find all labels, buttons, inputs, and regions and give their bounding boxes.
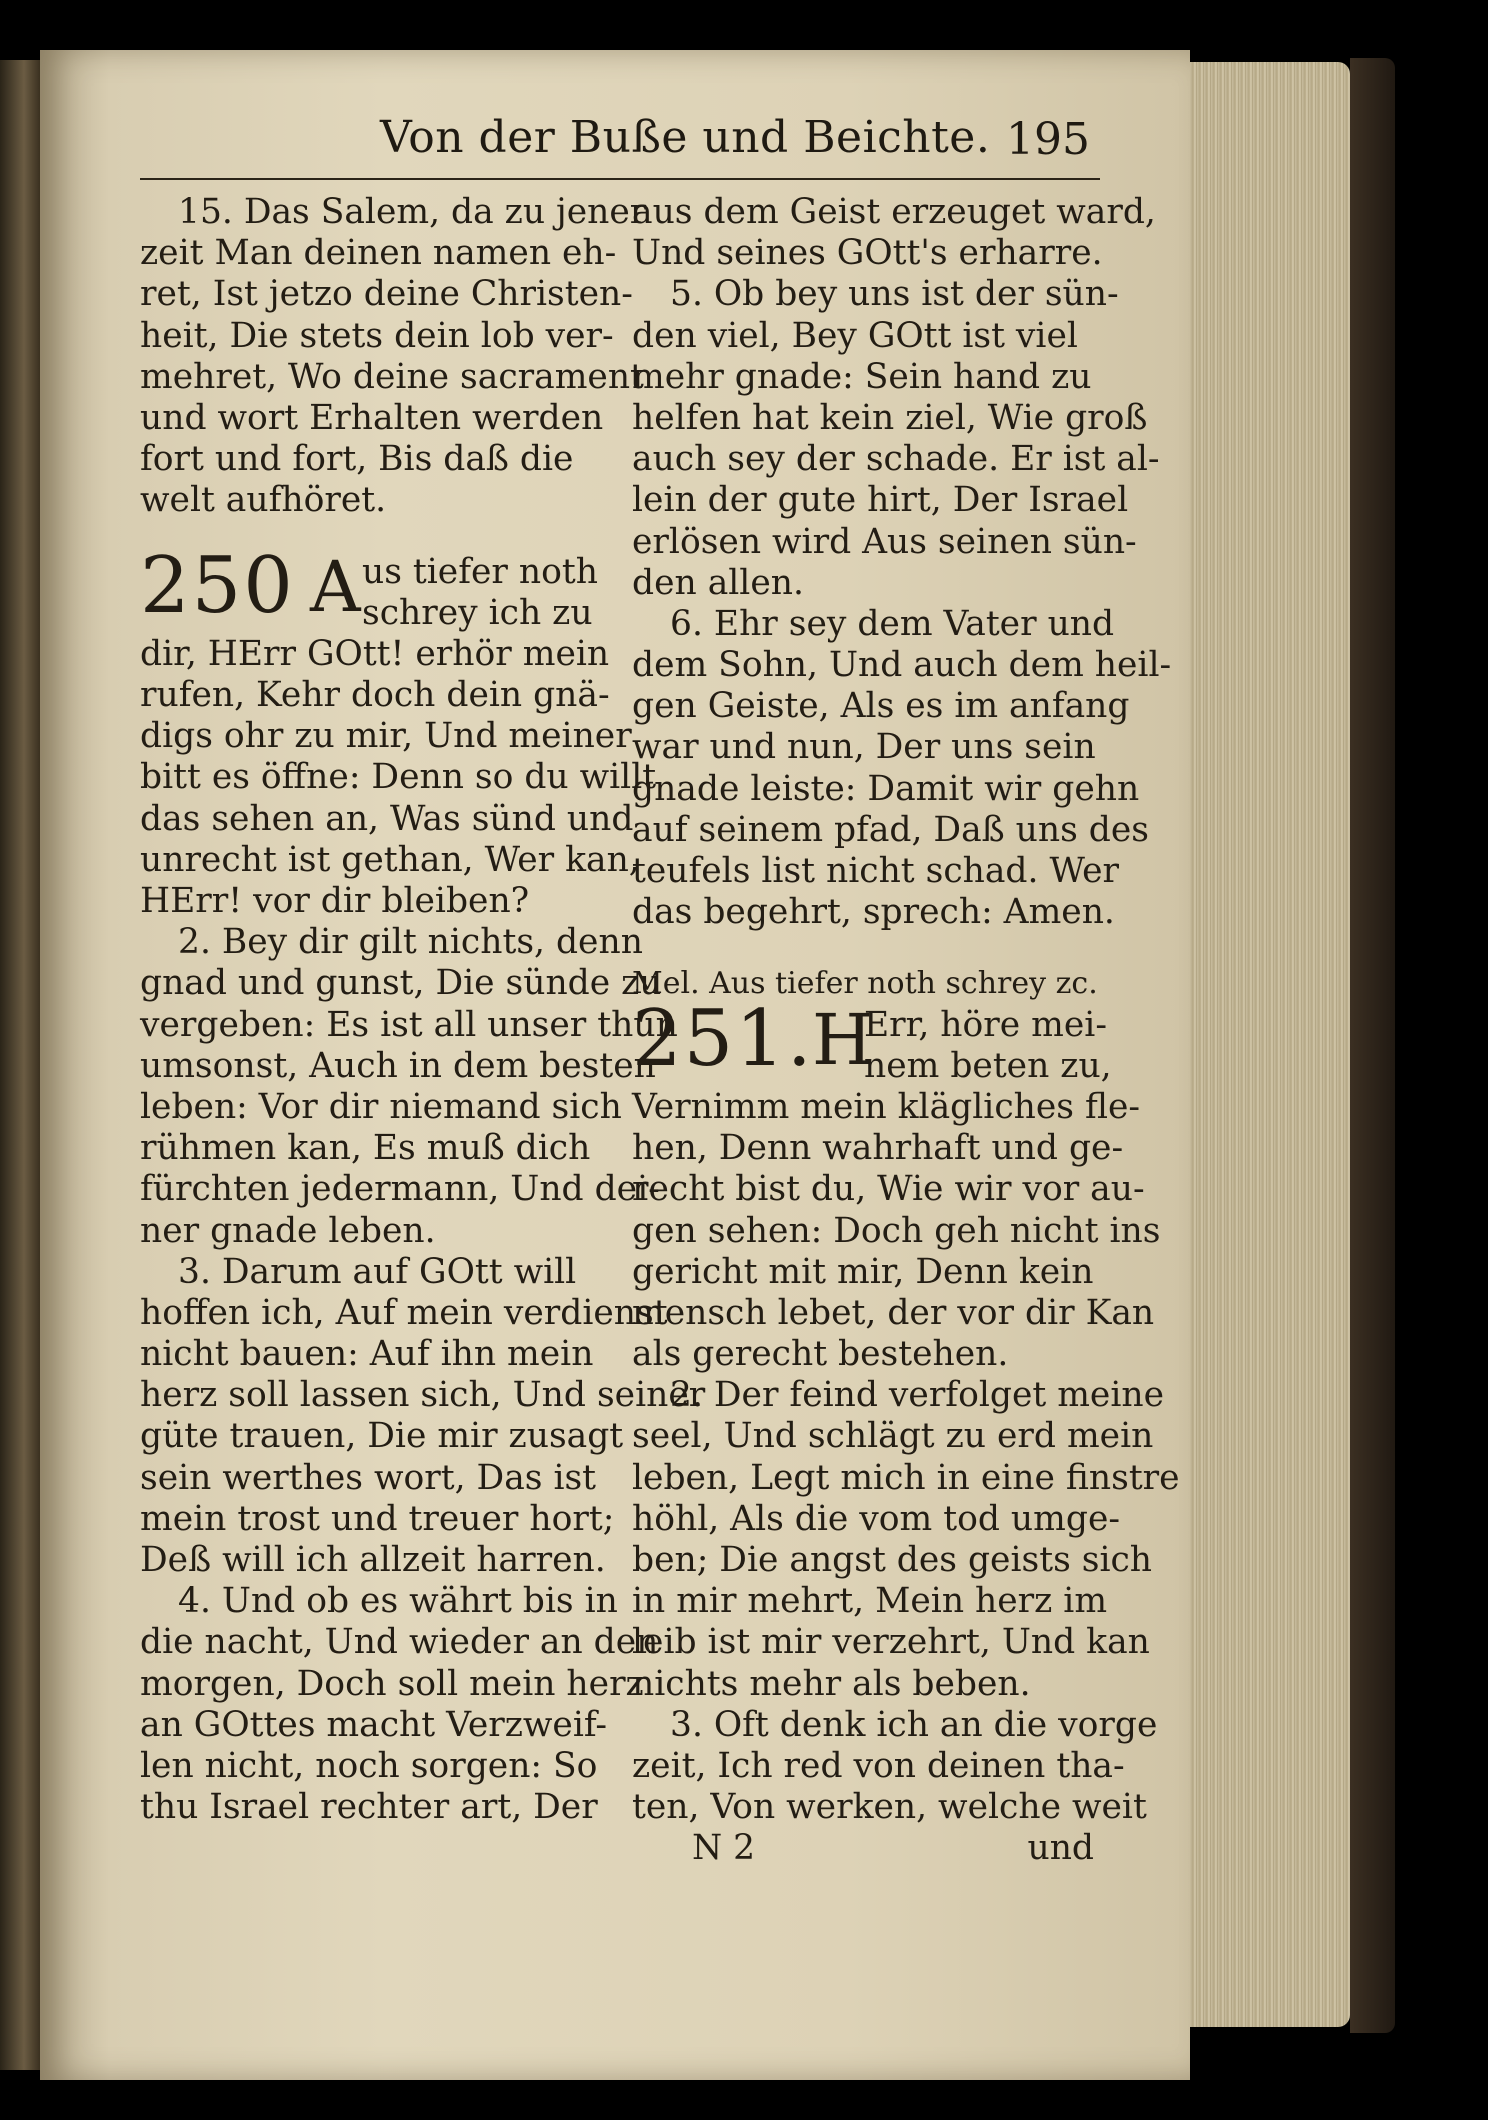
text-line: 3. Darum auf GOtt will	[178, 1251, 577, 1292]
text-line: gnad und gunst, Die sünde zu	[140, 963, 662, 1004]
verse-4	[140, 1581, 659, 1828]
text-line: vergeben: Es ist all unser thun	[140, 1004, 678, 1045]
verse-3	[140, 1251, 706, 1582]
text-line: 2. Der feind verfolget meine	[670, 1375, 1165, 1416]
text-line: auf seinem pfad, Daß uns des	[632, 809, 1149, 850]
text-line: 2. Bey dir gilt nichts, denn	[178, 922, 643, 963]
text-line: und wort Erhalten werden	[140, 397, 604, 438]
catchword: und	[1027, 1828, 1094, 1869]
text-line: nem beten zu,	[864, 1045, 1112, 1086]
text-line: welt aufhöret.	[140, 480, 387, 521]
text-line: ben; Die angst des geists sich	[632, 1540, 1153, 1581]
melody-note: Mel. Aus tiefer noth schrey zc.	[632, 966, 1098, 1002]
verse-3	[632, 1704, 1158, 1829]
verse-2	[140, 922, 678, 1252]
hymn-251	[632, 993, 1161, 1376]
hymn-250	[140, 540, 657, 923]
text-line: nichts mehr als beben.	[632, 1663, 1031, 1704]
page-footer	[632, 1828, 1094, 1869]
text-line: ner gnade leben.	[140, 1210, 436, 1251]
text-line: schrey ich zu	[362, 592, 593, 633]
text-line: gen Geiste, Als es im anfang	[632, 686, 1130, 727]
text-line: heit, Die stets dein lob ver-	[140, 315, 614, 356]
left-column	[140, 192, 706, 1828]
text-line: güte trauen, Die mir zusagt	[140, 1416, 624, 1457]
text-line: erlösen wird Aus seinen sün-	[632, 521, 1137, 562]
text-line: gnade leiste: Damit wir gehn	[632, 768, 1140, 809]
text-line: unrecht ist gethan, Wer kan,	[140, 839, 640, 880]
page-block-edges	[1190, 62, 1350, 2027]
text-line: teufels list nicht schad. Wer	[632, 851, 1120, 891]
text-line: an GOttes macht Verzweif-	[140, 1704, 608, 1745]
text-line: lein der gute hirt, Der Israel	[632, 480, 1129, 521]
text-line: aus dem Geist erzeuget ward,	[632, 192, 1156, 232]
text-line: recht bist du, Wie wir vor au-	[632, 1169, 1145, 1210]
text-line: das begehrt, sprech: Amen.	[632, 892, 1115, 933]
text-line: 4. Und ob es währt bis in	[178, 1581, 618, 1622]
running-title: Von der Buße und Beichte.	[380, 112, 991, 163]
right-column	[632, 192, 1180, 1870]
text-line: Deß will ich allzeit harren.	[140, 1540, 606, 1581]
text-line: war und nun, Der uns sein	[632, 727, 1096, 768]
text-line: seel, Und schlägt zu erd mein	[632, 1416, 1154, 1457]
verse-5	[632, 274, 1160, 604]
drop-cap: H	[812, 998, 874, 1081]
text-line: us tiefer noth	[362, 551, 598, 592]
text-line: bitt es öffne: Denn so du willt	[140, 757, 657, 798]
text-line: 15. Das Salem, da zu jener	[178, 192, 647, 232]
text-line: leib ist mir verzehrt, Und kan	[632, 1622, 1150, 1663]
verse-15	[140, 192, 647, 522]
text-line: das sehen an, Was sünd und	[140, 798, 634, 839]
text-line: auch sey der schade. Er ist al-	[632, 439, 1160, 480]
verse-6	[632, 603, 1172, 934]
text-line: gen sehen: Doch geh nicht ins	[632, 1210, 1161, 1251]
text-line: digs ohr zu mir, Und meiner	[140, 716, 632, 757]
verse-4-continued	[632, 192, 1156, 274]
text-line: mensch lebet, der vor dir Kan	[632, 1292, 1155, 1333]
text-line: mein trost und treuer hort;	[140, 1498, 615, 1539]
text-line: in mir mehrt, Mein herz im	[632, 1581, 1108, 1622]
text-line: hen, Denn wahrhaft und ge-	[632, 1128, 1124, 1169]
text-line: den viel, Bey GOtt ist viel	[632, 315, 1078, 356]
text-line: fort und fort, Bis daß die	[140, 439, 574, 480]
hymn-250-heading	[140, 540, 610, 634]
text-line: leben: Vor dir niemand sich	[140, 1086, 622, 1127]
text-line: leben, Legt mich in eine finstre	[632, 1457, 1180, 1498]
text-line: dir, HErr GOtt! erhör mein	[140, 633, 610, 674]
book-cover	[1350, 58, 1395, 2033]
text-line: gericht mit mir, Denn kein	[632, 1251, 1094, 1292]
facing-page-edge	[0, 60, 40, 2070]
text-line: nicht bauen: Auf ihn mein	[140, 1334, 594, 1375]
text-line: helfen hat kein ziel, Wie groß	[632, 397, 1148, 438]
text-line: Err, höre mei-	[864, 1004, 1107, 1045]
hymn-251-heading	[632, 993, 1112, 1087]
signature-mark: N 2	[692, 1828, 756, 1869]
text-line: herz soll lassen sich, Und seiner	[140, 1375, 706, 1416]
text-line: den allen.	[632, 562, 804, 603]
text-line: mehr gnade: Sein hand zu	[632, 356, 1092, 397]
text-line: zeit, Ich red von deinen tha-	[632, 1745, 1125, 1786]
text-line: rühmen kan, Es muß dich	[140, 1128, 591, 1169]
text-line: höhl, Als die vom tod umge-	[632, 1498, 1121, 1539]
text-line: hoffen ich, Auf mein verdienst	[140, 1292, 668, 1333]
text-line: 6. Ehr sey dem Vater und	[670, 603, 1115, 644]
drop-cap: A	[310, 545, 361, 628]
text-line: als gerecht bestehen.	[632, 1334, 1009, 1375]
page-number: 195	[1006, 114, 1090, 165]
text-line: 3. Oft denk ich an die vorge	[670, 1704, 1158, 1745]
text-line: sein werthes wort, Das ist	[140, 1457, 597, 1498]
text-line: thu Israel rechter art, Der	[140, 1787, 598, 1828]
hymn-number: 250	[140, 540, 295, 631]
text-line: HErr! vor dir bleiben?	[140, 881, 530, 922]
page-header	[140, 108, 1100, 180]
text-line: len nicht, noch sorgen: So	[140, 1745, 598, 1786]
text-line: Vernimm mein klägliches fle-	[632, 1086, 1141, 1127]
text-line: ret, Ist jetzo deine Christen-	[140, 274, 633, 315]
text-line: ten, Von werken, welche weit	[632, 1787, 1147, 1828]
text-line: dem Sohn, Und auch dem heil-	[632, 645, 1172, 686]
text-line: die nacht, Und wieder an den	[140, 1622, 659, 1663]
text-line: 5. Ob bey uns ist der sün-	[670, 274, 1119, 315]
text-line: mehret, Wo deine sacrament	[140, 356, 644, 397]
verse-2	[632, 1375, 1180, 1705]
text-line: fürchten jedermann, Und dei-	[140, 1169, 660, 1210]
text-line: umsonst, Auch in dem besten	[140, 1045, 656, 1086]
text-line: zeit Man deinen namen eh-	[140, 233, 617, 274]
text-line: rufen, Kehr doch dein gnä-	[140, 675, 610, 716]
text-line: Und seines GOtt's erharre.	[632, 233, 1103, 274]
hymn-number: 251.	[632, 993, 814, 1084]
text-line: morgen, Doch soll mein herz	[140, 1663, 644, 1704]
